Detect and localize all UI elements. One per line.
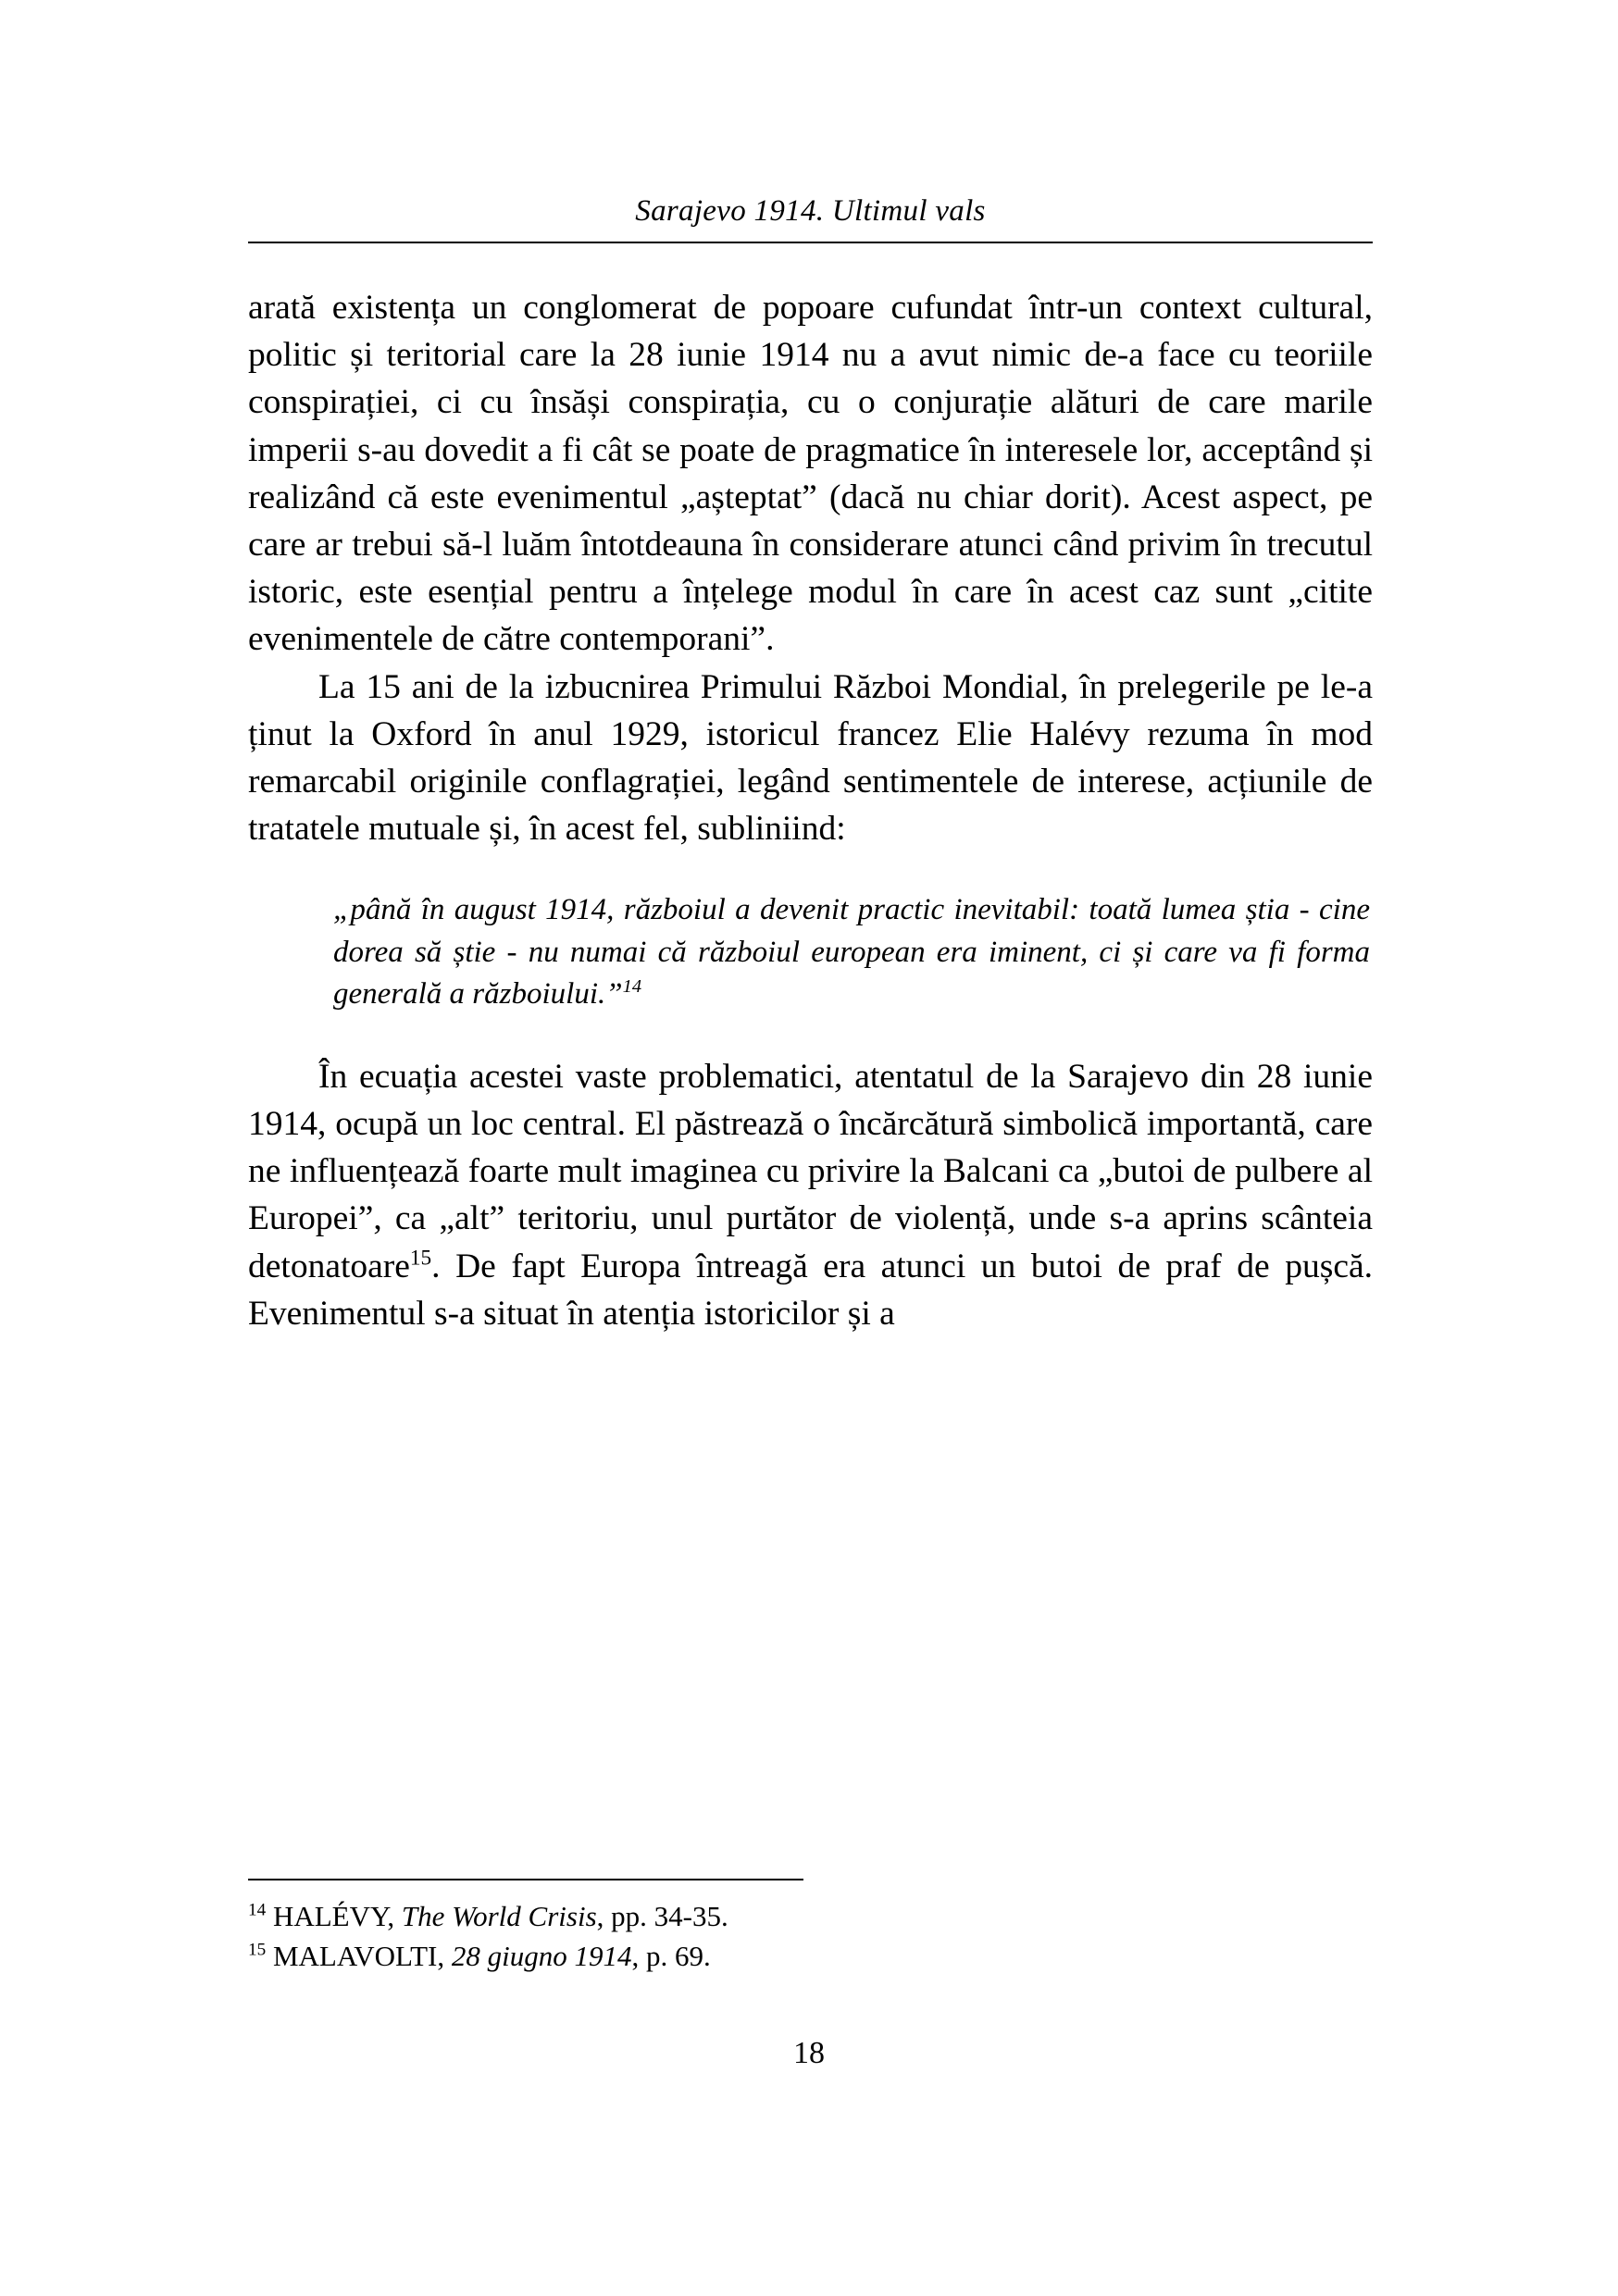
footnote-15-title: 28 giugno 1914 (451, 1940, 632, 1973)
paragraph-1: arată existența un conglomerat de popoare cufundat într-un context cultural, politic și teritorial care la 28 iunie 1914 nu a avut nimic de-a face cu teoriile conspirației, ci cu însăși conspirația, cu o conjurație alături de care marile imperii s-au dovedit a fi cât se poate de pragmatice în interesele lor, acceptând și realizând că este evenimentul „așteptat” (dacă nu chiar dorit). Acest aspect, pe care ar trebui să-l luăm întotdeauna în considerare atunci când privim în trecutul istoric, este esențial pentru a înțelege modul în care în acest caz sunt „citite evenimentele de către contemporani”. (248, 289, 1373, 659)
footnote-15-marker: 15 (248, 1940, 267, 1960)
paragraph-3 (248, 1053, 1373, 1337)
blockquote-footnote-marker: 14 (622, 976, 642, 998)
paragraph-3-part-a: În ecuația acestei vaste problematici, atentatul de la Sarajevo din 28 iunie 1914, ocupă un loc central. El păstrează o încărcătură simbolică importantă, care ne influențează foarte mult imaginea cu privire la Balcani ca „butoi de pulbere al Europei”, ca „alt” teritoriu, unul purtător de violență, unde s-a aprins scânteia detonatoare (248, 1057, 1373, 1285)
footnote-14-marker: 14 (248, 1900, 267, 1920)
footnotes-section (248, 1879, 1373, 1977)
footnote-14-author: HALÉVY, (272, 1900, 402, 1932)
footnote-14-title: The World Crisis (401, 1900, 597, 1932)
paragraph-3-part-b: . De fapt Europa întreagă era atunci un butoi de praf de pușcă. Evenimentul s-a situat în atenția istoricilor și a (248, 1247, 1373, 1333)
footnote-15 (248, 1937, 1373, 1975)
footnote-14-rest: , pp. 34-35. (596, 1900, 728, 1932)
footnote-15-rest: , p. 69. (631, 1940, 711, 1973)
blockquote-text: „până în august 1914, războiul a devenit practic inevitabil: toată lumea știa - cine dorea să știe - nu numai că războiul european era iminent, ci și care va fi forma generală a războiului.” (333, 893, 1370, 1011)
footnote-separator-rule (248, 1879, 803, 1880)
footnote-14 (248, 1897, 1373, 1935)
running-header: Sarajevo 1914. Ultimul vals (248, 194, 1373, 243)
page-number: 18 (793, 2036, 825, 2070)
footnote-15-author: MALAVOLTI, (272, 1940, 452, 1973)
paragraph-3-footnote-marker: 15 (409, 1246, 432, 1271)
page-content (248, 194, 1373, 1337)
blockquote (333, 889, 1370, 1016)
paragraph-2: La 15 ani de la izbucnirea Primului Război Mondial, în prelegerile pe le-a ținut la Oxford în anul 1929, istoricul francez Elie Halévy rezuma în mod remarcabil originile conflagrației, legând sentimentele de interese, acțiunile de tratatele mutuale și, în acest fel, subliniind: (248, 667, 1373, 849)
